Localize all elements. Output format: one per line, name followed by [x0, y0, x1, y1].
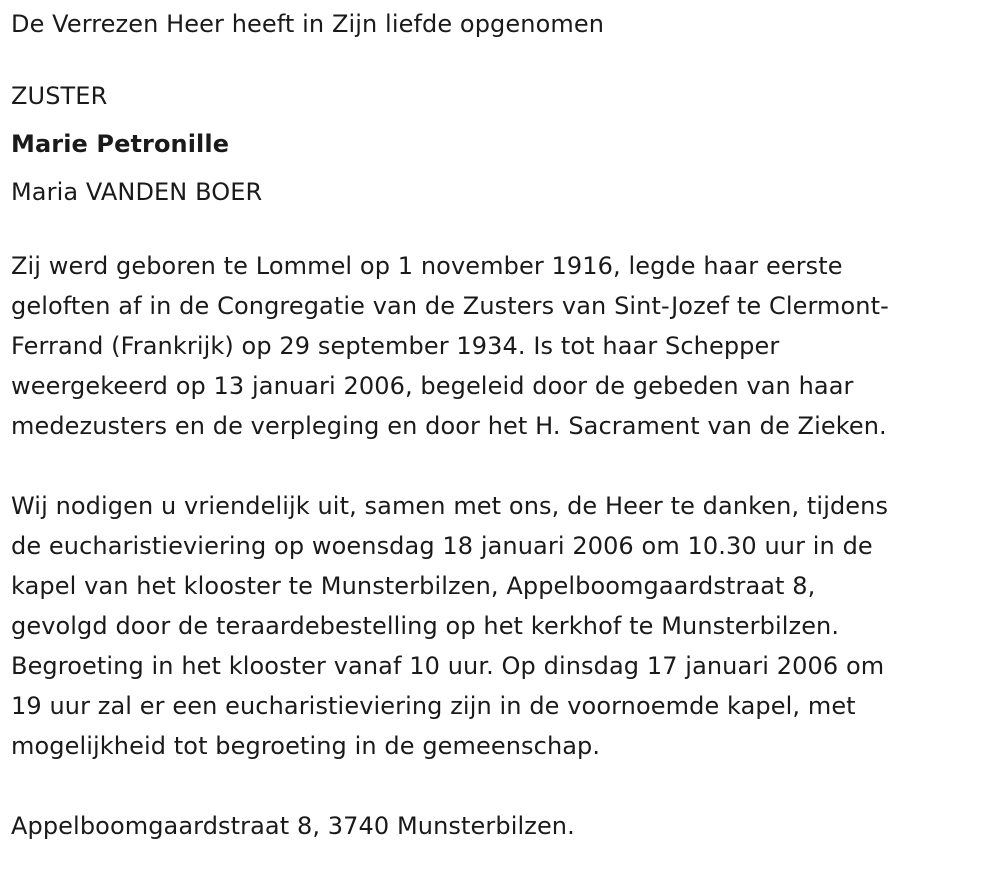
invitation-line: Wij nodigen u vriendelijk uit, samen met ons, de Heer te danken, tijdens: [11, 492, 889, 520]
address-line: Appelboomgaardstraat 8, 3740 Munsterbilzen.: [11, 812, 575, 840]
biography-line: geloften af in de Congregatie van de Zusters van Sint-Jozef te Clermont-: [11, 292, 889, 320]
invitation-paragraph: [11, 486, 1000, 766]
name-block: [11, 72, 1000, 216]
title-label: ZUSTER: [11, 82, 108, 110]
invitation-line: 19 uur zal er een eucharistieviering zijn in de voornoemde kapel, met: [11, 692, 856, 720]
biography-line: weergekeerd op 13 januari 2006, begeleid door de gebeden van haar: [11, 372, 854, 400]
biography-line: Zij werd geboren te Lommel op 1 november 1916, legde haar eerste: [11, 252, 843, 280]
biography-paragraph: [11, 246, 1000, 446]
biography-line: Ferrand (Frankrijk) op 29 september 1934. Is tot haar Schepper: [11, 332, 780, 360]
invitation-line: Begroeting in het klooster vanaf 10 uur. Op dinsdag 17 januari 2006 om: [11, 652, 885, 680]
invitation-line: de eucharistieviering op woensdag 18 januari 2006 om 10.30 uur in de: [11, 532, 873, 560]
intro-line: De Verrezen Heer heeft in Zijn liefde opgenomen: [11, 10, 605, 38]
invitation-line: mogelijkheid tot begroeting in de gemeenschap.: [11, 732, 601, 760]
civil-name: Maria VANDEN BOER: [11, 178, 263, 206]
invitation-line: kapel van het klooster te Munsterbilzen, Appelboomgaardstraat 8,: [11, 572, 816, 600]
invitation-line: gevolgd door de teraardebestelling op het kerkhof te Munsterbilzen.: [11, 612, 840, 640]
religious-name: Marie Petronille: [11, 130, 230, 158]
biography-line: medezusters en de verpleging en door het H. Sacrament van de Zieken.: [11, 412, 887, 440]
